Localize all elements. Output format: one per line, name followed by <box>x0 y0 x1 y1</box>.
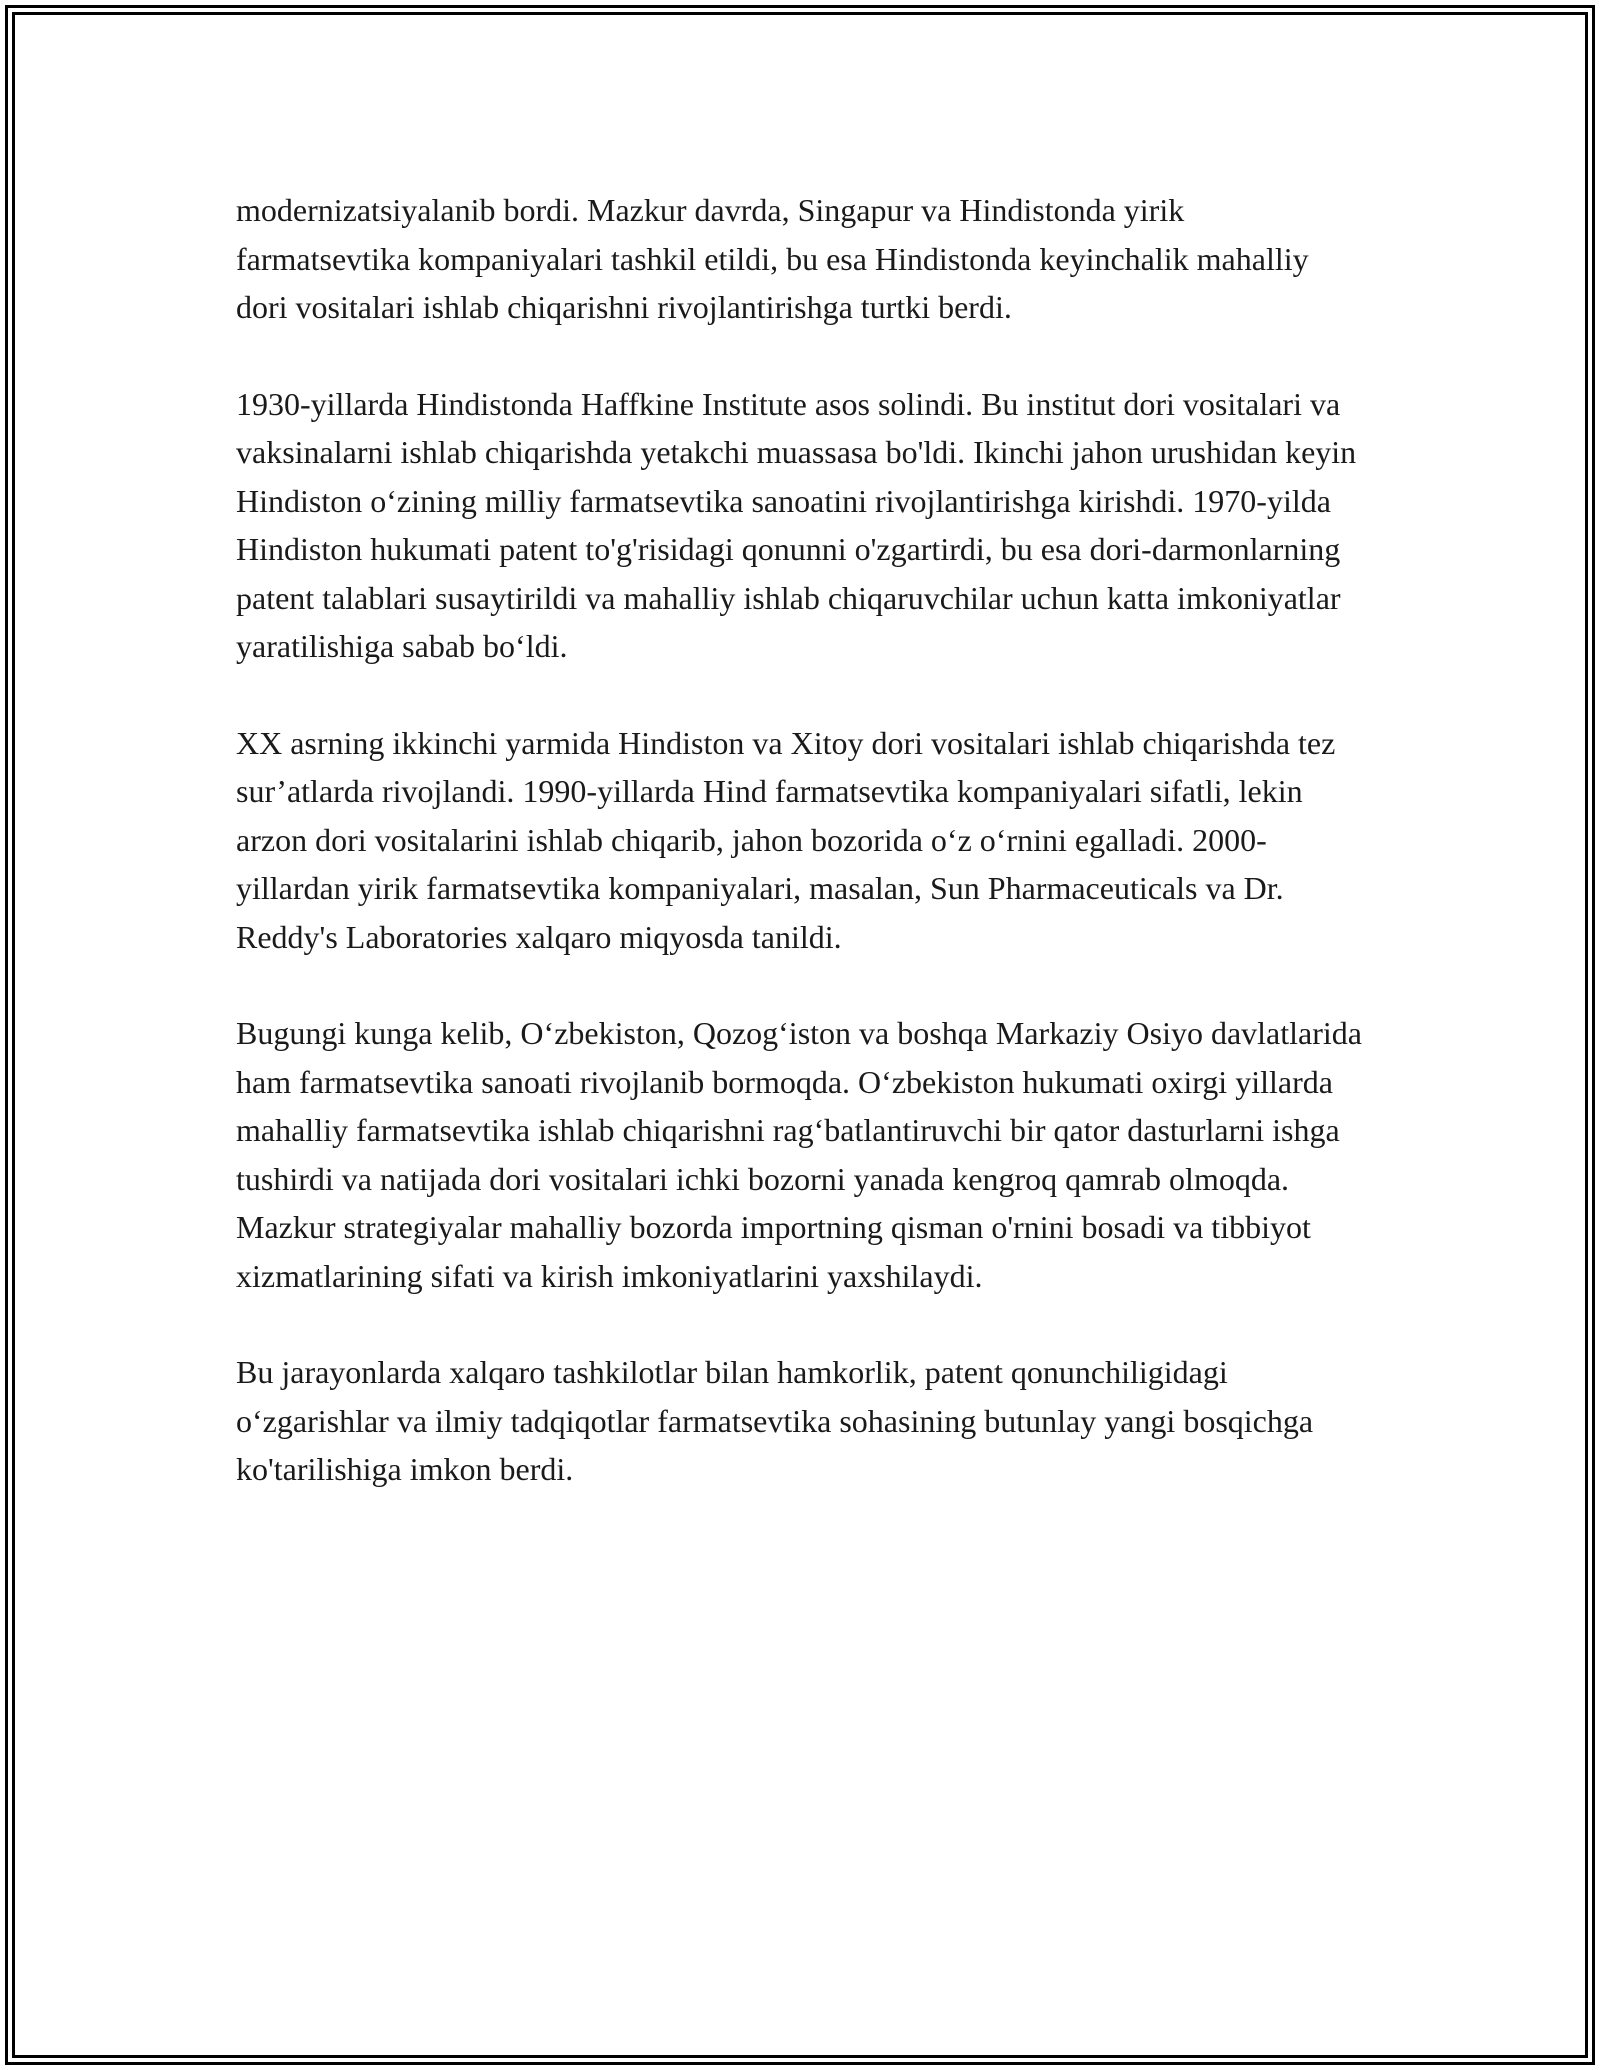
paragraph-1: modernizatsiyalanib bordi. Mazkur davrda, Singapur va Hindistonda yirik farmatsevtika kompaniyalari tashkil etildi, bu esa Hindistonda keyinchalik mahalliy dori vositalari ishlab chiqarishni rivojlantirishga turtki berdi. <box>236 192 1309 325</box>
paragraph-5: Bu jarayonlarda xalqaro tashkilotlar bilan hamkorlik, patent qonunchiligidagi o‘zgarishlar va ilmiy tadqiqotlar farmatsevtika sohasining butunlay yangi bosqichga ko'tarilishiga imkon berdi. <box>236 1354 1314 1487</box>
paragraph-4: Bugungi kunga kelib, O‘zbekiston, Qozog‘iston va boshqa Markaziy Osiyo davlatlarida ham farmatsevtika sanoati rivojlanib bormoqda. O‘zbekiston hukumati oxirgi yillarda mahalliy farmatsevtika ishlab chiqarishni rag‘batlantiruvchi bir qator dasturlarni ishga tushirdi va natijada dori vositalari ichki bozorni yanada kengroq qamrab olmoqda. Mazkur strategiyalar mahalliy bozorda importning qisman o'rnini bosadi va tibbiyot xizmatlarining sifati va kirish imkoniyatlarini yaxshilaydi. <box>236 1015 1362 1294</box>
paragraph-2: 1930-yillarda Hindistonda Haffkine Institute asos solindi. Bu institut dori vositalari va vaksinalarni ishlab chiqarishda yetakchi muassasa bo'ldi. Ikinchi jahon urushidan keyin Hindiston o‘zining milliy farmatsevtika sanoatini rivojlantirishga kirishdi. 1970-yilda Hindiston hukumati patent to'g'risidagi qonunni o'zgartirdi, bu esa dori-darmonlarning patent talablari susaytirildi va mahalliy ishlab chiqaruvchilar uchun katta imkoniyatlar yaratilishiga sabab bo‘ldi. <box>236 385 1357 664</box>
paragraph-3: XX asrning ikkinchi yarmida Hindiston va Xitoy dori vositalari ishlab chiqarishda tez sur’atlarda rivojlandi. 1990-yillarda Hind farmatsevtika kompaniyalari sifatli, lekin arzon dori vositalarini ishlab chiqarib, jahon bozorida o‘z o‘rnini egalladi. 2000-yillardan yirik farmatsevtika kompaniyalari, masalan, Sun Pharmaceuticals va Dr. Reddy's Laboratories xalqaro miqyosda tanildi. <box>236 724 1336 955</box>
document-body <box>236 186 1364 1542</box>
